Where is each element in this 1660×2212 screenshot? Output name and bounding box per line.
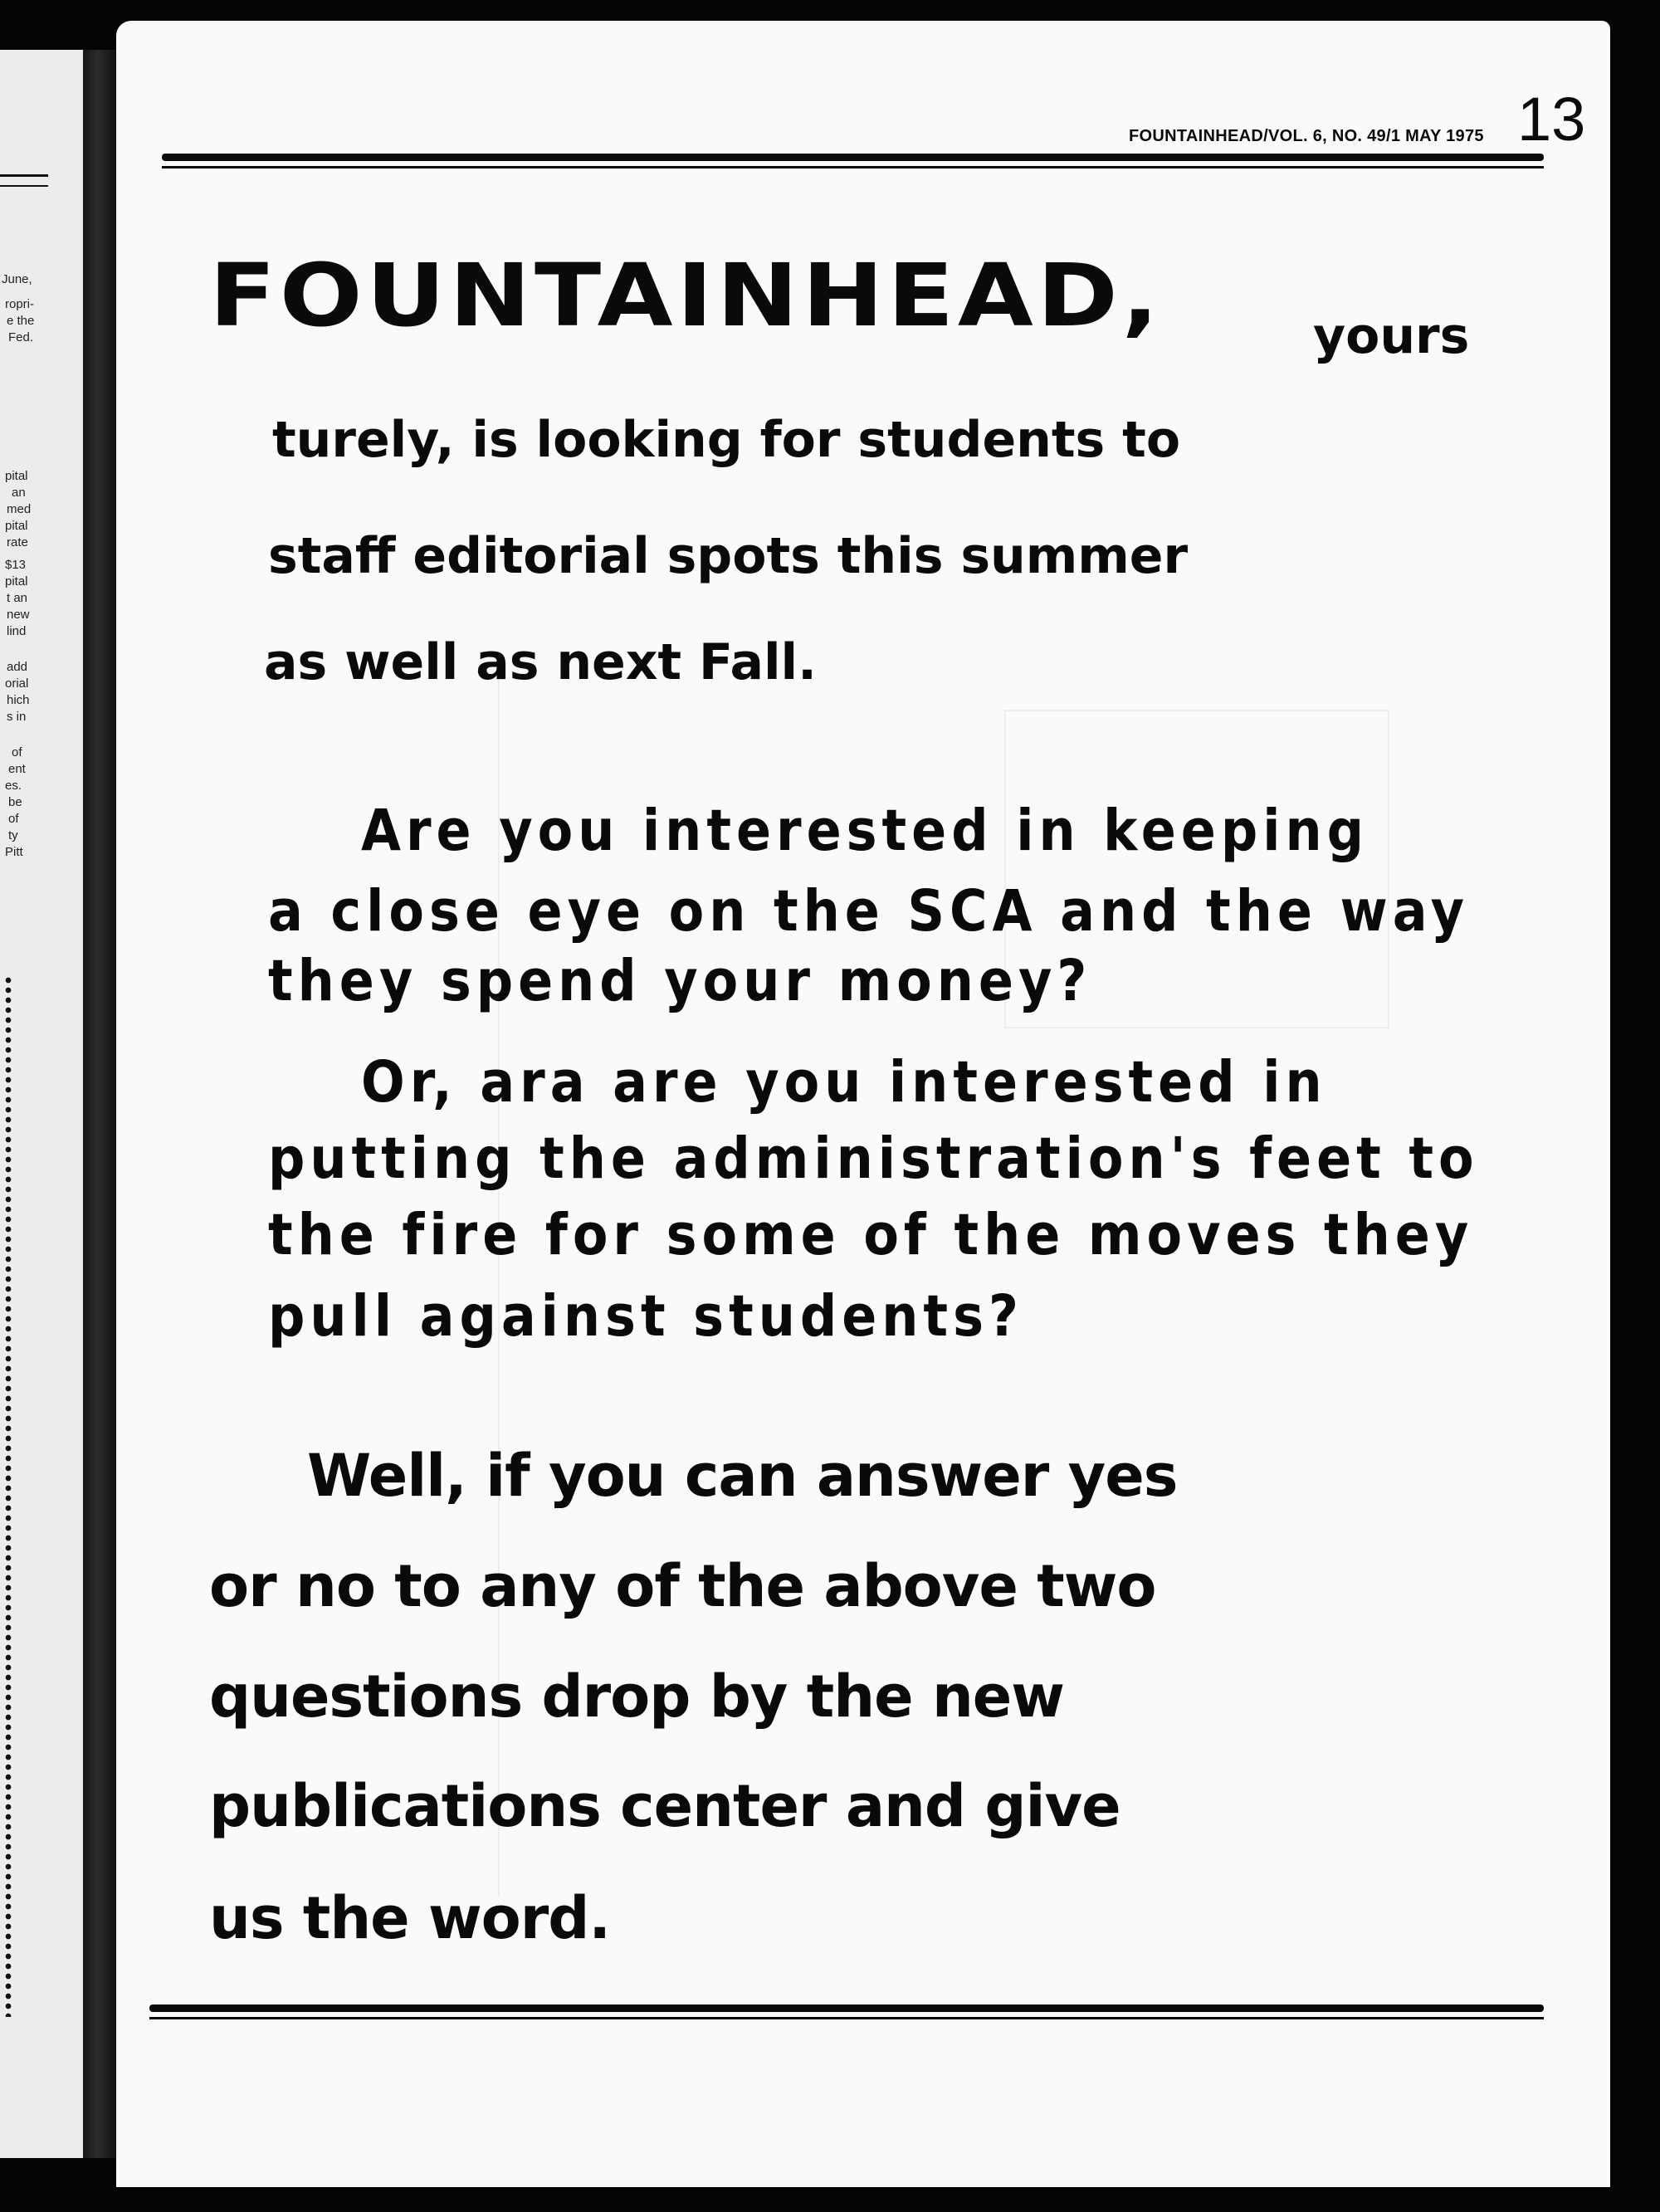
column-rule [0, 174, 48, 187]
column-text-fragment: e the [7, 314, 35, 328]
column-text-fragment: pital [5, 519, 28, 533]
page-gutter [83, 50, 120, 2158]
column-text-fragment: rate [7, 535, 28, 549]
column-text-fragment: ty [8, 828, 18, 842]
question-line: Or, ara are you interested in [361, 1048, 1327, 1116]
question-line: putting the administration's feet to [268, 1125, 1479, 1192]
column-text-fragment: pital [5, 469, 28, 483]
dotted-border [3, 975, 13, 2017]
column-text-fragment: an [12, 486, 26, 500]
page-number: 13 [1517, 85, 1586, 154]
column-text-fragment: Pitt [5, 845, 23, 859]
masthead-title: FOUNTAINHEAD, [209, 245, 1163, 346]
publication-info: FOUNTAINHEAD/VOL. 6, NO. 49/1 MAY 1975 [1129, 127, 1484, 145]
column-text-fragment: $13 [5, 558, 27, 572]
column-text-fragment: ent [8, 762, 26, 776]
closing-line: or no to any of the above two [209, 1552, 1156, 1620]
closing-line: questions drop by the new [209, 1663, 1064, 1731]
column-text-fragment: pital [5, 574, 28, 588]
bottom-divider [149, 2004, 1544, 2023]
column-text-fragment: orial [5, 676, 29, 691]
column-text-fragment: hich [7, 693, 30, 707]
newspaper-page [116, 21, 1610, 2187]
intro-line: turely, is looking for students to [272, 411, 1181, 469]
column-text-fragment: new [7, 608, 30, 622]
column-text-fragment: ropri- [5, 297, 35, 311]
top-divider [162, 154, 1544, 172]
masthead-continuation: yours [1313, 307, 1470, 365]
column-text-fragment: June, [2, 272, 32, 286]
intro-line: as well as next Fall. [264, 633, 817, 691]
question-line: Are you interested in keeping [361, 797, 1369, 864]
question-line: pull against students? [268, 1282, 1023, 1350]
column-text-fragment: add [7, 660, 28, 674]
column-text-fragment: of [12, 745, 22, 759]
column-text-fragment: s in [7, 710, 27, 724]
question-line: the fire for some of the moves they [268, 1201, 1474, 1268]
column-text-fragment: med [7, 502, 32, 516]
question-line: a close eye on the SCA and the way [268, 877, 1470, 945]
adjacent-page-edge [0, 50, 83, 2158]
question-line: they spend your money? [268, 947, 1092, 1014]
column-text-fragment: Fed. [8, 330, 34, 344]
column-text-fragment: of [8, 812, 19, 826]
column-text-fragment: es. [5, 779, 22, 793]
closing-line: Well, if you can answer yes [307, 1442, 1178, 1510]
closing-line: publications center and give [209, 1772, 1120, 1840]
intro-line: staff editorial spots this summer [268, 527, 1189, 585]
closing-line: us the word. [209, 1884, 610, 1952]
column-text-fragment: be [8, 795, 22, 809]
column-text-fragment: t an [7, 591, 28, 605]
column-text-fragment: lind [7, 624, 27, 638]
